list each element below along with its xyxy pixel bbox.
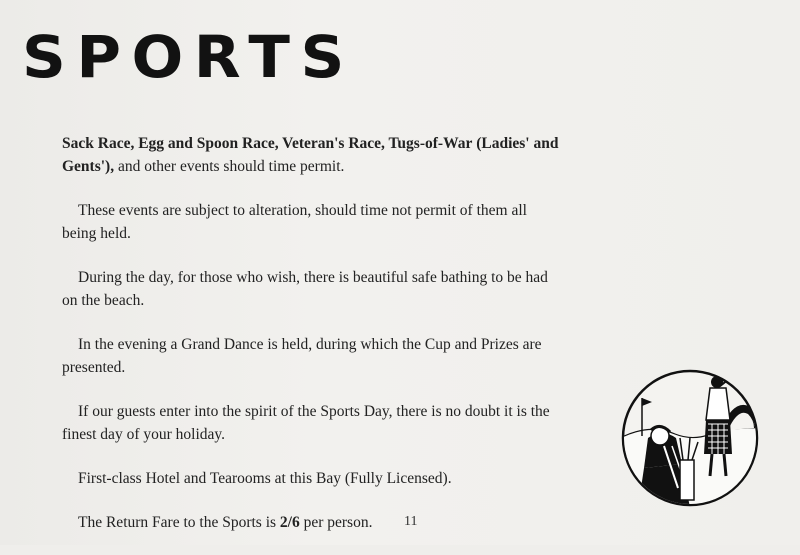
body-text bbox=[62, 132, 562, 555]
fare-prefix: The Return Fare to the Sports is bbox=[78, 514, 280, 531]
events-list: Sack Race, Egg and Spoon Race, Veteran's Race, Tugs-of-War bbox=[62, 135, 473, 152]
paragraph-dance: In the evening a Grand Dance is held, during which the Cup and Prizes are presented. bbox=[62, 336, 542, 376]
page-title: SPORTS bbox=[22, 23, 355, 91]
paragraph-spirit: If our guests enter into the spirit of the Sports Day, there is no doubt it is the finest day of your holiday. bbox=[62, 403, 550, 443]
golfers-illustration-icon bbox=[620, 368, 760, 508]
fare-suffix: per person. bbox=[299, 514, 373, 531]
fare-amount: 2/6 bbox=[279, 514, 300, 531]
paragraph-alteration: These events are subject to alteration, should time not permit of them all being held. bbox=[62, 202, 527, 242]
intro-rest: and other events should time permit. bbox=[114, 158, 345, 175]
page-number: 11 bbox=[404, 514, 418, 529]
intro-paragraph bbox=[62, 132, 562, 178]
paragraph-bathing: During the day, for those who wish, there is beautiful safe bathing to be had on the beach. bbox=[62, 269, 548, 309]
ladies-gents: (Ladies' and Gents'), bbox=[62, 135, 559, 175]
paragraph-fare bbox=[62, 511, 562, 534]
paragraph-hotel: First-class Hotel and Tearooms at this Bay (Fully Licensed). bbox=[78, 470, 452, 487]
